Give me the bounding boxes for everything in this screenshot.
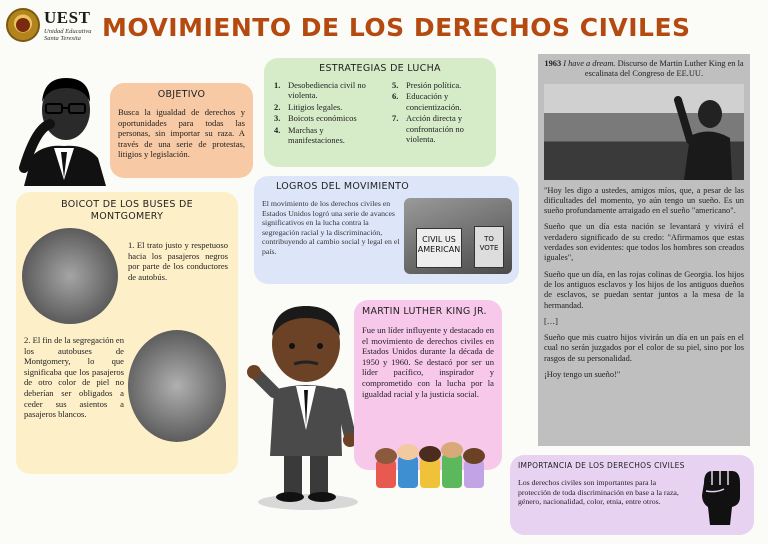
page-title: MOVIMIENTO DE LOS DERECHOS CIVILES: [102, 13, 691, 42]
objetivo-text: Busca la igualdad de derechos y oportunidades para todas las personas, sin importar su raza. A través de una serie de protestas, litigios y legislación.: [118, 107, 245, 160]
list-item: 5. Presión política.: [392, 80, 462, 90]
speech-paragraph-1: "Hoy les digo a ustedes, amigos míos, que, a pesar de las dificultades del momento, yo aún tengo un sueño. Es un sueño profundamente arraigado en el sueño "americano".: [544, 185, 744, 216]
raised-fist-icon: [696, 463, 744, 525]
logros-text: El movimiento de los derechos civiles en Estados Unidos logró una serie de avances significativos en la lucha contra la segregación racial y la discriminación, contribuyendo al cambio social y legal en el país.: [262, 199, 400, 256]
list-item: 1. Desobediencia civil no violenta.: [274, 80, 366, 101]
list-item: 3. Boicots económicos: [274, 113, 357, 124]
speech-paragraph-2: Sueño que un día esta nación se levantará y vivirá el verdadero significado de su credo: "Afirmamos que estas verdades son evidentes: que todos los hombres son creados iguales",: [544, 222, 744, 263]
speech-paragraph-4: […]: [544, 316, 558, 326]
protest-sign-vote: TO VOTE: [474, 226, 504, 268]
bus-boarding-photo: [128, 330, 226, 442]
school-seal-icon: [6, 8, 40, 42]
bus-interior-photo: [22, 228, 118, 324]
speech-paragraph-3: Sueño que un día, en las rojas colinas de Georgia. los hijos de los antiguos esclavos y los hijos de los antiguos dueños de esclavos, se puedan sentar juntos a la mesa de la hermandad.: [544, 269, 744, 310]
orator-silhouette-icon: [674, 92, 734, 180]
protest-sign-civil: CIVIL US AMERICAN: [416, 228, 462, 268]
speech-photo: [544, 84, 744, 180]
school-subtitle: Unidad Educativa Santa Teresita: [44, 28, 92, 42]
speech-box: [538, 54, 750, 446]
estrategias-list-1: [274, 80, 382, 146]
speech-intro: [544, 59, 744, 80]
list-item: 6. Educación y concientización.: [392, 91, 462, 112]
mlk-text: Fue un líder influyente y destacado en el movimiento de derechos civiles en Estados Unidos durante la década de 1950 y 1960. Se destacó por ser un líder pacífico, inspirador y comprometido con la lucha por la igualdad racial y la justicia social.: [362, 325, 494, 399]
importancia-text: Los derechos civiles son importantes para la protección de toda discriminación en base a la raza, género, nacionalidad, color, etnia, entre otros.: [518, 478, 679, 507]
speech-paragraph-6: ¡Hoy tengo un sueño!": [544, 370, 621, 380]
protest-photo: [404, 198, 512, 274]
mlk-cartoon-illustration: [246, 300, 358, 512]
objetivo-box: [110, 83, 253, 178]
list-item: 4. Marchas y manifestaciones.: [274, 124, 345, 146]
boicot-heading: BOICOT DE LOS BUSES DE MONTGOMERY: [61, 199, 193, 222]
list-item: 7. Acción directa y confrontación no violenta.: [392, 113, 464, 145]
raised-fists-illustration: [372, 442, 488, 488]
list-item: 2. Litigios legales.: [274, 101, 343, 112]
boicot-point-2: 2. El fin de la segregación en los autobuses de Montgomery, lo que significaba que los pasajeros de otro color de piel no deberían ser obligados a ceder sus asientos a pasajeros blancos.: [24, 335, 124, 420]
activist-portrait-illustration: [14, 68, 114, 186]
logros-heading: LOGROS DEL MOVIMIENTO: [276, 181, 410, 192]
speech-year: 1963: [544, 59, 562, 68]
boicot-point-1: 1. El trato justo y respetuoso hacia los pasajeros negros por parte de los conductores de autobús.: [128, 240, 228, 282]
speech-paragraph-5: Sueño que mis cuatro hijos vivirán un día en un país en el cual no serán juzgados por el color de su piel, sino por los rasgos de su personalidad.: [544, 333, 744, 363]
objetivo-heading: OBJETIVO: [157, 89, 206, 100]
estrategias-box: [264, 58, 496, 167]
estrategias-heading: ESTRATEGIAS DE LUCHA: [319, 63, 441, 74]
importancia-box: [510, 455, 754, 535]
school-name: UEST: [44, 8, 91, 27]
school-logo: [6, 6, 98, 46]
estrategias-list-2: [392, 80, 484, 146]
speech-title: I have a dream.: [563, 59, 616, 68]
importancia-heading: IMPORTANCIA DE LOS DERECHOS CIVILES: [518, 461, 685, 470]
speech-intro-text: Discurso de Martin Luther King en la escalinata del Congreso de EE.UU.: [584, 59, 744, 79]
mlk-heading: MARTIN LUTHER KING JR.: [362, 306, 487, 317]
